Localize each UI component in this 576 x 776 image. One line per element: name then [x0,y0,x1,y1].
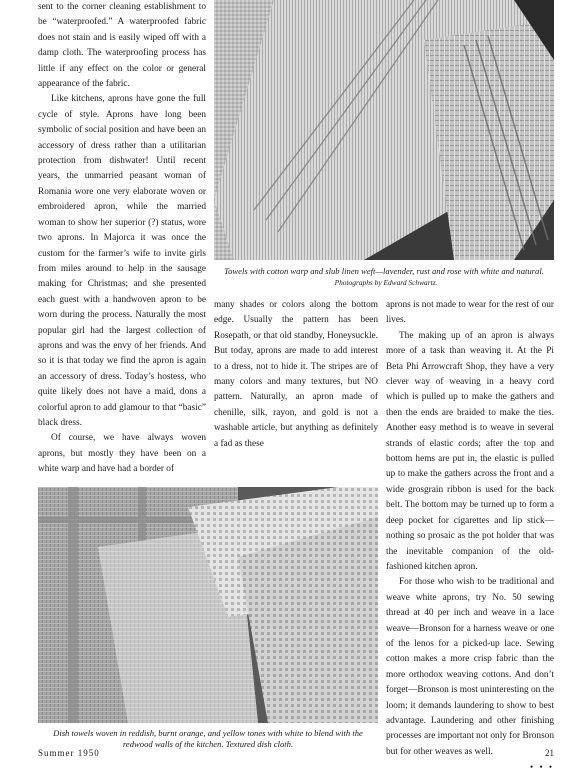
article-column-3 [386,298,554,776]
paragraph: Of course, we have always woven aprons, but mostly they have been on a white warp and have had a border of [38,433,206,475]
article-column-1 [38,0,206,478]
caption-text: Towels with cotton warp and slub linen weft—lavender, rust and rose with white and natural. [224,266,544,276]
dish-towels-photograph [38,487,378,723]
photo-caption [214,266,554,288]
towels-photograph [214,0,554,260]
page-number: 21 [545,748,554,758]
issue-label: Summer 1950 [38,748,100,758]
article-column-2 [214,298,378,452]
paragraph: Like kitchens, aprons have gone the full cycle of style. Aprons have long been symbolic of social position and have been an accessory of dress rather than a utilitarian protection from dishwater! Until recent years, the unmarried peasant woman of Romania wore one very elaborate woven or embroidered apron, while the married woman to show her superior (?) status, wore two aprons. In Majorca it was once the custom for the farmer’s wife to invite girls from miles around to help in the sausage making for Christmas; and she presented each guest with a handwoven apron to be worn during the process. Naturally the most popular girl had the largest collection of aprons and was the envy of her friends. And so it is that today we find the apron is again an accessory of dress. Today’s hostess, who quite likely does not have a maid, dons a colorful apron to add glamour to that “basic” black dress. [38,94,206,428]
paragraph: For those who wish to be traditional and weave white aprons, try No. 50 sewing thread at 40 per inch and weave in a lace weave—Bronson for a harness weave or one of the lenos for a picked-up lace. Sewing cotton makes a more crisp fabric than the more orthodox weaving cottons. And don’t forget—Bronson is most uninteresting on the loom; it demands laundering to show to best advantage. Laundering and other finishing processes are important not only for Bronson but for other weaves as well. [386,577,554,757]
dish-towels-photograph-image [38,487,378,723]
paragraph: aprons is not made to wear for the rest of our lives. [386,300,554,326]
paragraph: sent to the corner cleaning establishment to be “waterproofed.” A waterproofed fabric does not stain and is easily wiped off with a damp cloth. The waterproofing process has little if any effect on the color or general appearance of the fabric. [38,2,206,90]
towels-photograph-image [214,0,554,260]
paragraph: The making up of an apron is always more of a task than weaving it. At the Pi Beta Phi Arrowcraft Shop, they have a very clever way of weaving in a heavy cord which is pulled up to make the gathers and then the ends are braided to make the ties. Another easy method is to weave in several strands of elastic cords; after the top and bottom hems are put in, the elastic is pulled up to make the gathers across the front and a wide grosgrain ribbon is used for the back belt. The bottom may be turned up to form a deep pocket for cigarettes and lip stick—nothing so prosaic as the pot holder that was the inevitable companion of the old-fashioned kitchen apron. [386,330,554,572]
photo-caption: Dish towels woven in reddish, burnt orange, and yellow tones with white to blend with the redwood walls of the kitchen. Textured dish cloth. [53,728,363,749]
end-of-article-mark: • • • [530,762,554,773]
paragraph: many shades or colors along the bottom edge. Usually the pattern has been Rosepath, or that old standby, Honeysuckle. But today, aprons are made to add interest to a dress, not to hide it. The stripes are of many colors and many textures, but NO pattern. Naturally, an apron made of chenille, silk, rayon, and gold is not a washable article, but anything as definitely a fad as these [214,300,378,449]
photo-credit: Photographs by Edward Schwartz. [334,278,438,287]
